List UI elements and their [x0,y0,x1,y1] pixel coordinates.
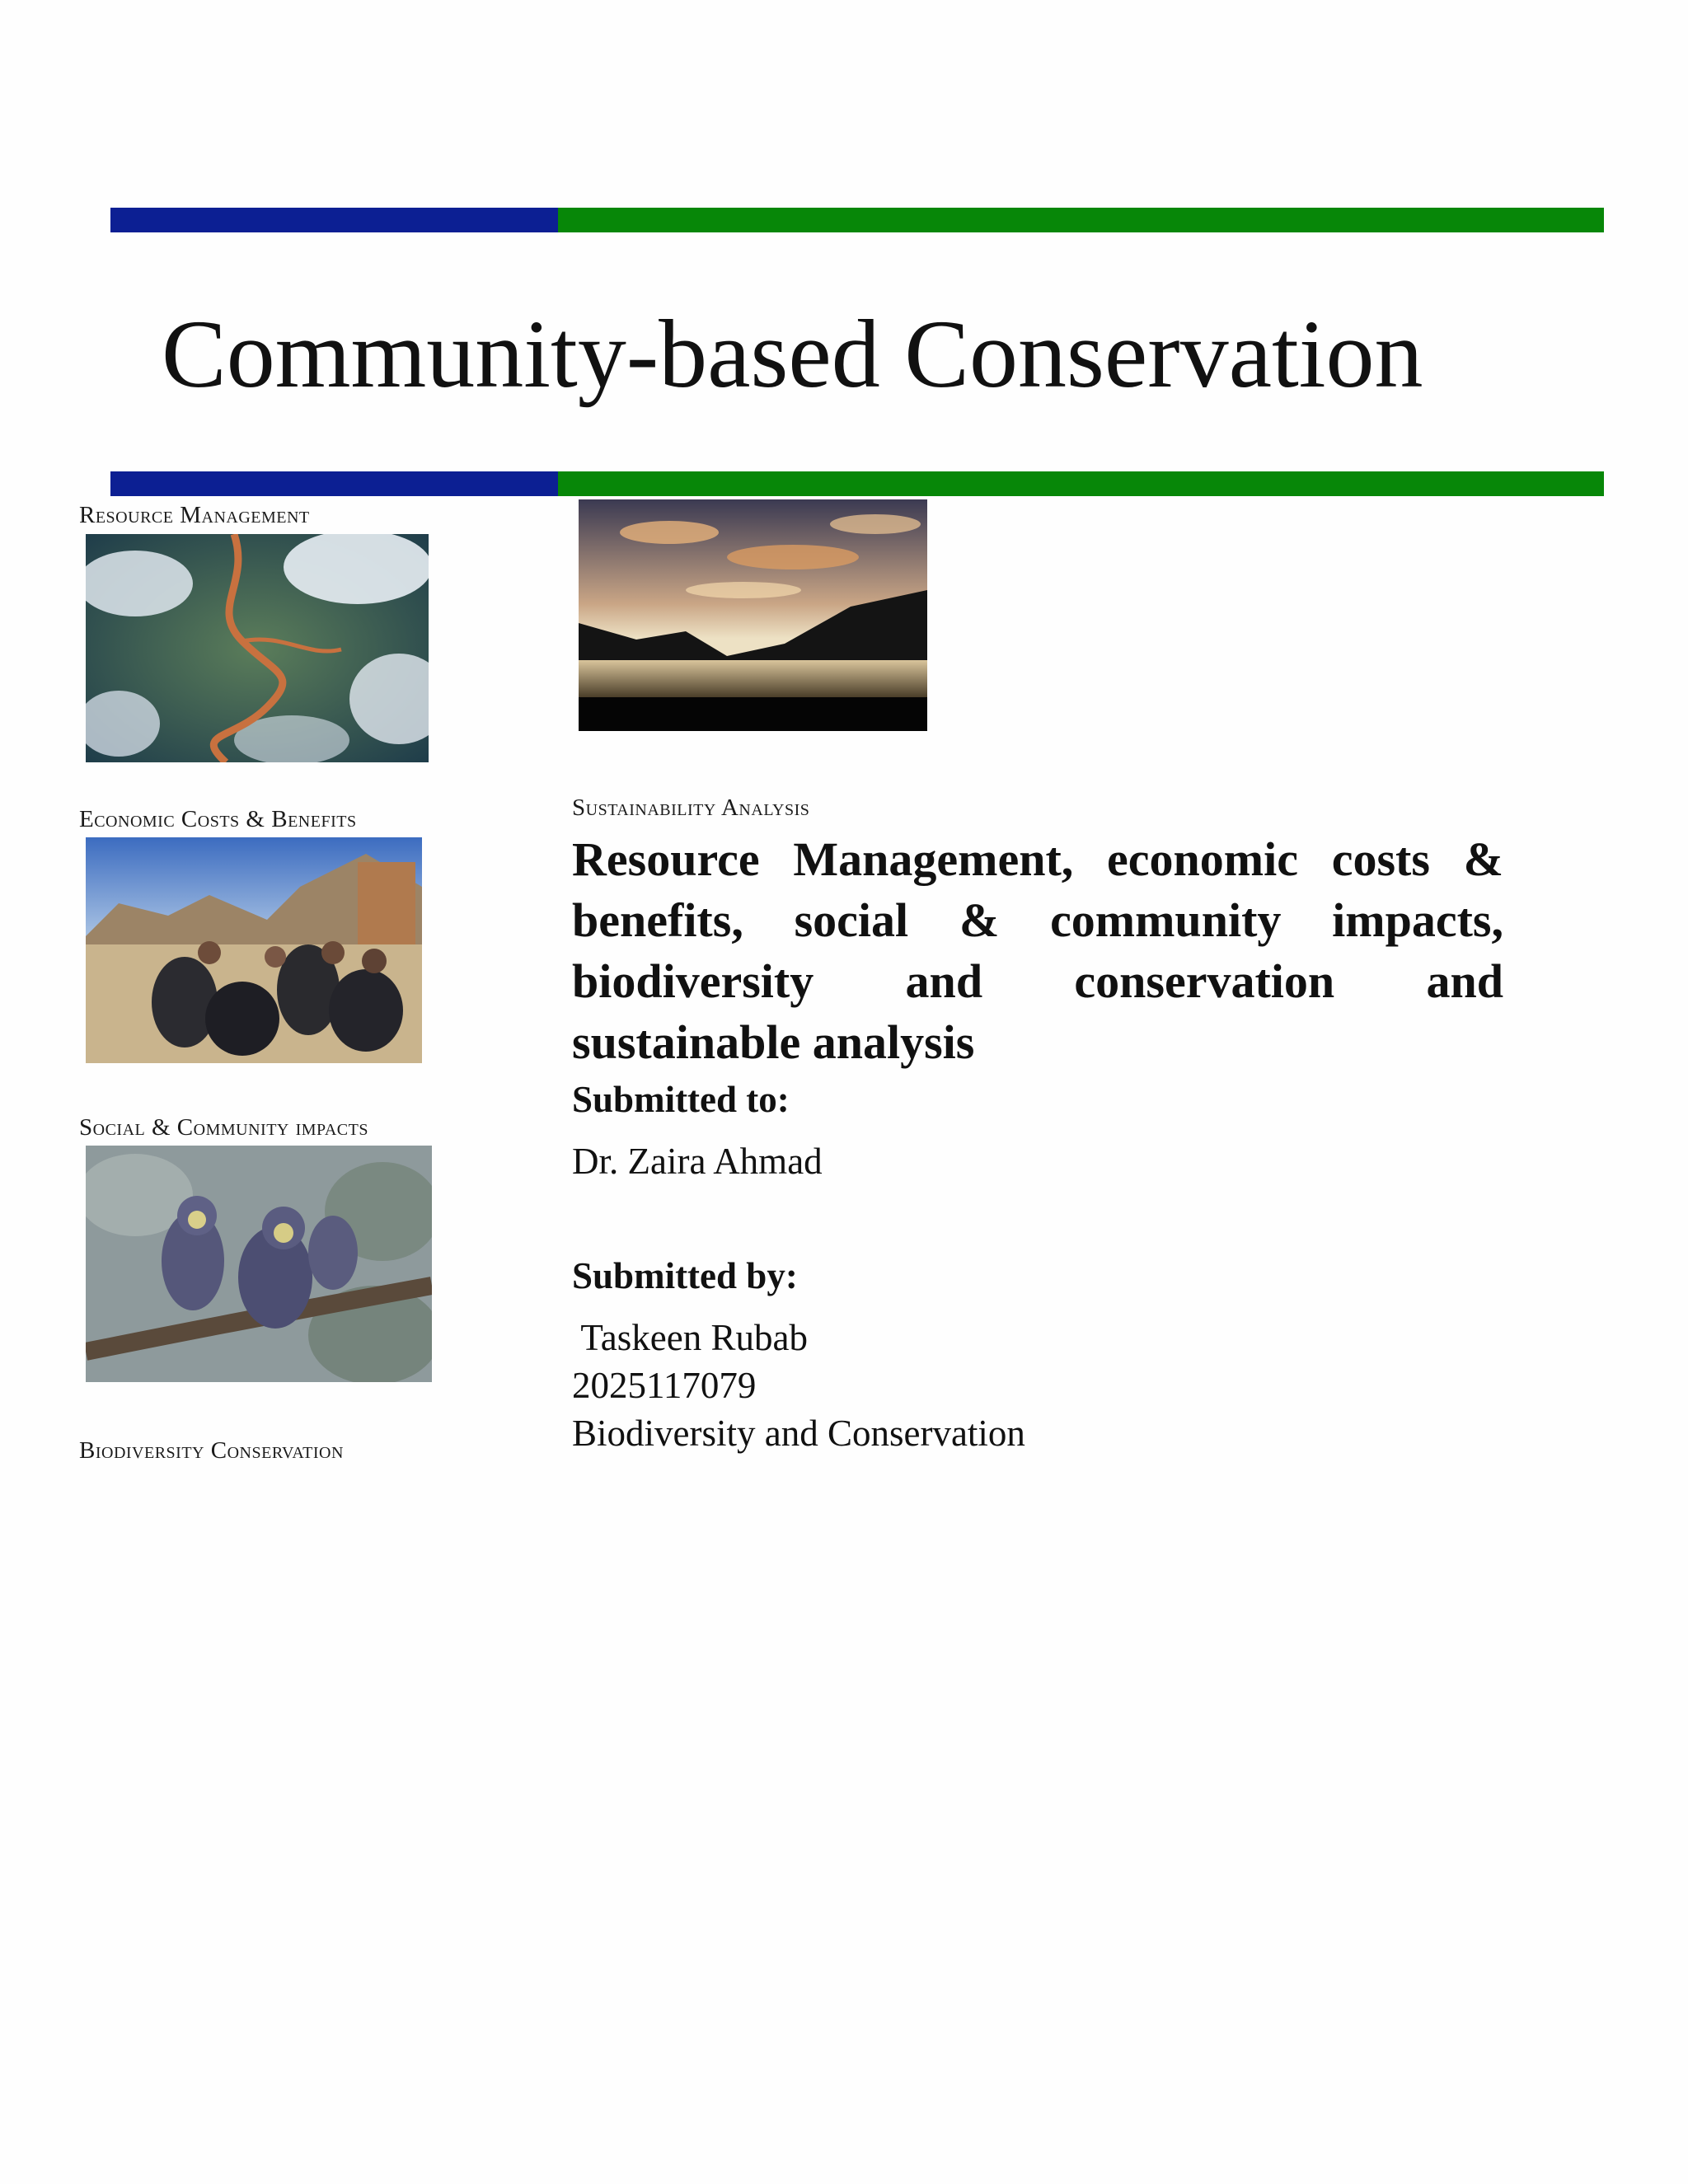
monkeys-in-tree-photo [86,1146,432,1382]
caption-economic-costs: Economic Costs & Benefits [79,806,357,832]
aerial-river-photo [86,534,429,762]
caption-social-impacts: Social & Community impacts [79,1114,368,1141]
bottom-color-rule [110,471,1604,496]
community-meeting-photo [86,837,422,1063]
submitted-to-name: Dr. Zaira Ahmad [572,1141,823,1182]
caption-biodiversity-conservation: Biodiversity Conservation [79,1437,344,1464]
student-name: Taskeen Rubab [572,1317,808,1358]
rule-blue-segment [110,208,558,232]
rule-blue-segment [110,471,558,496]
student-id: 2025117079 [572,1365,757,1406]
submitted-by-label: Submitted by: [572,1255,798,1296]
rule-green-segment [558,471,1604,496]
rule-green-segment [558,208,1604,232]
mountain-lake-sunset-photo [579,499,927,731]
program-name: Biodiversity and Conservation [572,1413,1025,1454]
main-column [572,793,1503,1457]
document-subtitle: Resource Management, economic costs & benefits, social & community impacts, biodiversity and conservation and sustainable analysis [572,832,1503,1069]
caption-resource-management: Resource Management [79,502,310,528]
caption-sustainability-analysis: Sustainability Analysis [572,794,810,821]
top-color-rule [110,208,1604,232]
page-title: Community-based Conservation [162,300,1423,408]
submitted-to-label: Submitted to: [572,1079,790,1120]
